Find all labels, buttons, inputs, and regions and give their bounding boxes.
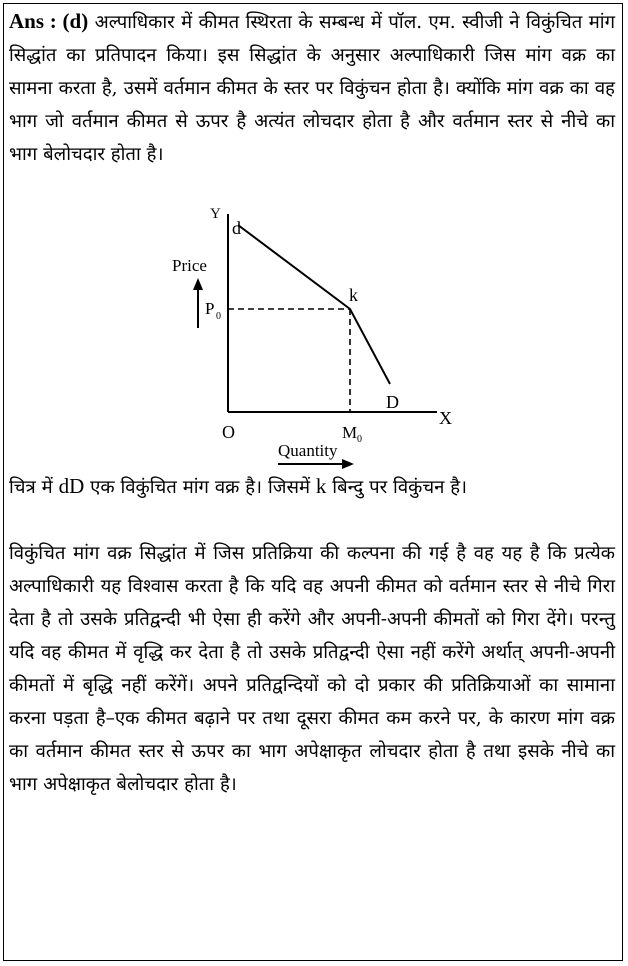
quantity-label: Quantity	[278, 441, 338, 460]
kink-point-label: k	[349, 285, 358, 305]
figure-explanation-part-3: बिन्दु पर विकुंचन है।	[326, 477, 468, 498]
origin-label: O	[222, 422, 235, 442]
p0-subscript: 0	[216, 311, 221, 322]
quantity-arrowhead-icon	[342, 459, 354, 469]
figure-explanation-part-2: एक विकुंचित मांग वक्र है। जिसमें	[84, 477, 316, 498]
kinked-demand-curve-diagram	[150, 200, 480, 470]
m0-label: M	[342, 423, 358, 442]
figure-explanation	[9, 470, 615, 504]
curve-name: dD	[58, 474, 85, 498]
answer-text: अल्पाधिकार में कीमत स्थिरता के सम्बन्ध में पॉल. एम. स्वीजी ने विकुंचित मांग सिद्धांत का प्रतिपादन किया। इस सिद्धांत के अनुसार अल्पाधिकारी जिस मांग वक्र का सामना करता है, उसमें वर्तमान कीमत के स्तर पर विकुंचन होता है। क्योंकि मांग वक्र का वह भाग जो वर्तमान कीमत से ऊपर है अत्यंत लोचदार होता है और वर्तमान स्तर से नीचे का भाग बेलोचदार होता है।	[9, 12, 615, 165]
m0-subscript: 0	[357, 434, 362, 445]
demand-curve	[238, 225, 390, 384]
theory-paragraph: विकुंचित मांग वक्र सिद्धांत में जिस प्रतिक्रिया की कल्पना की गई है वह यह है कि प्रत्येक अल्पाधिकारी यह विश्वास करता है कि यदि वह अपनी कीमत को वर्तमान स्तर से नीचे गिरा देता है तो उसके प्रतिद्वन्दी भी ऐसा ही करेंगे और अपनी-अपनी कीमतों को गिरा देंगे। परन्तु यदि वह कीमत में वृद्धि कर देता है तो उसके प्रतिद्वन्दी ऐसा नहीं करेंगे अर्थात् अपनी-अपनी कीमतों में बृद्धि नहीं करेंगें। अपने प्रतिद्वन्दियों को दो प्रकार की प्रतिक्रियाओं का सामाना करना पड़ता है–एक कीमत बढ़ाने पर तथा दूसरा कीमत कम करने पर, के कारण मांग वक्र का वर्तमान कीमत स्तर से ऊपर का भाग अपेक्षाकृत लोचदार होता है तथा इसके नीचे का भाग अपेक्षाकृत बेलोचदार होता है।	[9, 543, 615, 795]
price-label: Price	[172, 256, 207, 275]
kink-point-name: k	[315, 474, 327, 498]
p0-label: P	[205, 299, 215, 318]
y-axis-label: Y	[210, 206, 221, 222]
figure-explanation-part-1: चित्र में	[9, 477, 59, 498]
answer-label: Ans : (d)	[9, 9, 89, 33]
x-axis-label: X	[439, 408, 452, 428]
price-arrowhead-icon	[193, 278, 203, 290]
curve-label-d: d	[232, 218, 241, 238]
curve-label-D: D	[386, 392, 399, 412]
answer-paragraph	[9, 5, 615, 171]
